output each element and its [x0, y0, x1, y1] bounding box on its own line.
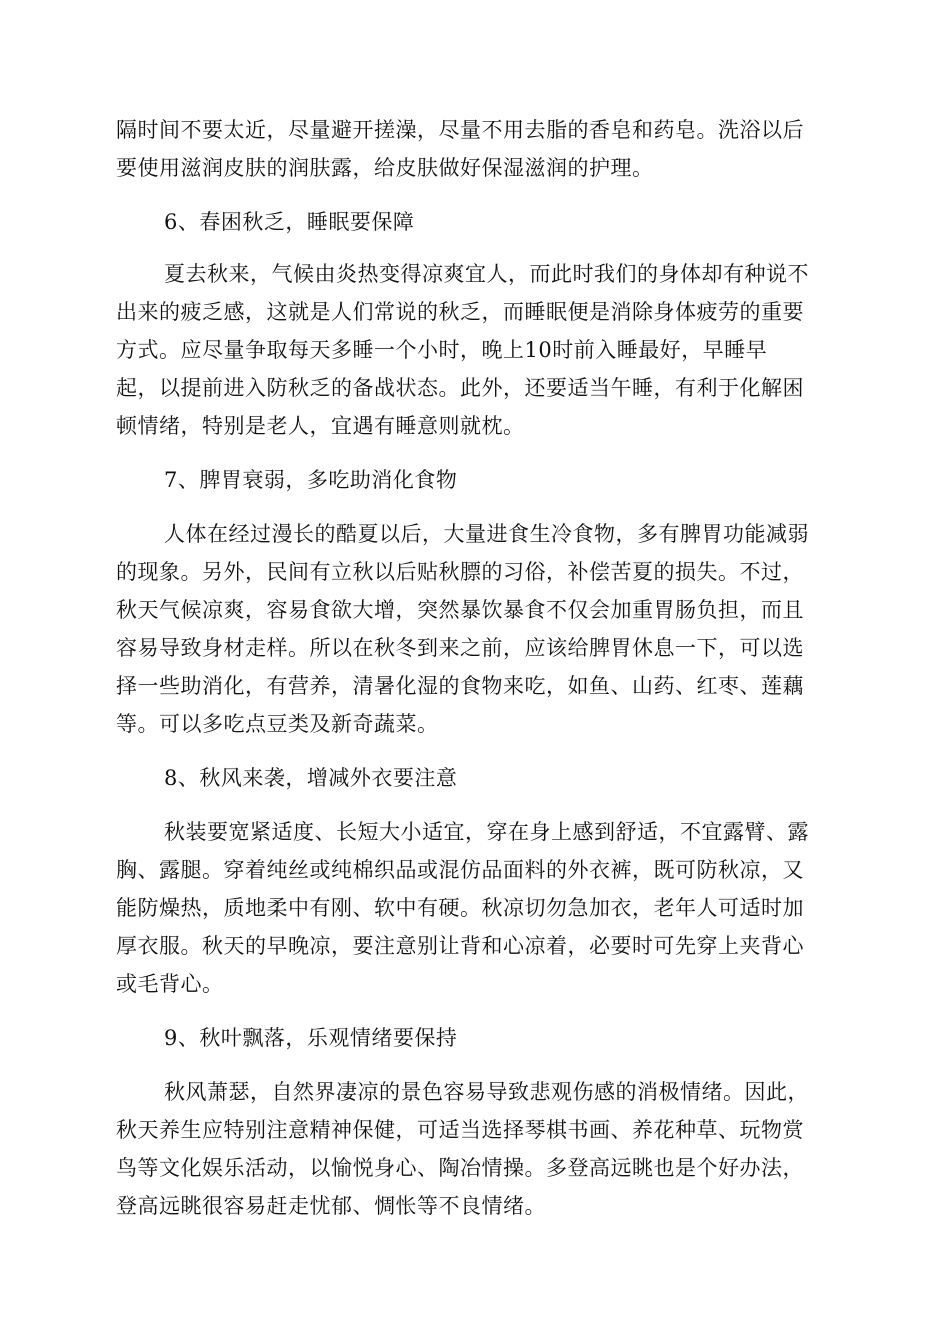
section-heading-9: 9、秋叶飘落，乐观情绪要保持	[164, 1026, 458, 1050]
paragraph-line: 登高远眺很容易赶走忧郁、惆怅等不良情绪。	[116, 1194, 546, 1218]
paragraph-line: 秋风萧瑟，自然界凄凉的景色容易导致悲观伤感的消极情绪。因此，	[164, 1080, 809, 1104]
paragraph-line: 秋天养生应特别注意精神保健，可适当选择琴棋书画、养花种草、玩物赏	[116, 1118, 804, 1142]
paragraph-line: 秋装要宽紧适度、长短大小适宜，穿在身上感到舒适，不宜露臂、露	[164, 820, 809, 844]
paragraph-line: 容易导致身材走样。所以在秋冬到来之前，应该给脾胃休息一下，可以选	[116, 636, 804, 660]
paragraph-line: 鸟等文化娱乐活动，以愉悦身心、陶冶情操。多登高远眺也是个好办法，	[116, 1156, 804, 1180]
paragraph-line: 人体在经过漫长的酷夏以后，大量进食生冷食物，多有脾胃功能减弱	[164, 522, 809, 546]
paragraph-line: 方式。应尽量争取每天多睡一个小时，晚上10时前入睡最好，早睡早	[116, 338, 768, 362]
paragraph-line: 出来的疲乏感，这就是人们常说的秋乏，而睡眠便是消除身体疲劳的重要	[116, 300, 804, 324]
paragraph-line: 厚衣服。秋天的早晚凉，要注意别让背和心凉着，必要时可先穿上夹背心	[116, 934, 804, 958]
paragraph-line: 择一些助消化，有营养，清暑化湿的食物来吃，如鱼、山药、红枣、莲藕	[116, 674, 804, 698]
section-heading-6: 6、春困秋乏，睡眠要保障	[164, 210, 415, 234]
paragraph-line: 秋天气候凉爽，容易食欲大增，突然暴饮暴食不仅会加重胃肠负担，而且	[116, 598, 804, 622]
paragraph-line: 的现象。另外，民间有立秋以后贴秋膘的习俗，补偿苦夏的损失。不过，	[116, 560, 804, 584]
paragraph-line: 或毛背心。	[116, 972, 224, 996]
paragraph-line: 隔时间不要太近，尽量避开搓澡，尽量不用去脂的香皂和药皂。洗浴以后	[116, 118, 804, 142]
paragraph-line: 起，以提前进入防秋乏的备战状态。此外，还要适当午睡，有利于化解困	[116, 376, 804, 400]
paragraph-line: 要使用滋润皮肤的润肤露，给皮肤做好保湿滋润的护理。	[116, 156, 654, 180]
section-heading-7: 7、脾胃衰弱，多吃助消化食物	[164, 468, 458, 492]
paragraph-line: 能防燥热，质地柔中有刚、软中有硬。秋凉切勿急加衣，老年人可适时加	[116, 896, 804, 920]
section-heading-8: 8、秋风来袭，增减外衣要注意	[164, 766, 458, 790]
paragraph-line: 顿情绪，特别是老人，宜遇有睡意则就枕。	[116, 414, 525, 438]
paragraph-line: 胸、露腿。穿着纯丝或纯棉织品或混仿品面料的外衣裤，既可防秋凉，又	[116, 858, 804, 882]
paragraph-line: 等。可以多吃点豆类及新奇蔬菜。	[116, 712, 439, 736]
paragraph-line: 夏去秋来，气候由炎热变得凉爽宜人，而此时我们的身体却有种说不	[164, 262, 809, 286]
